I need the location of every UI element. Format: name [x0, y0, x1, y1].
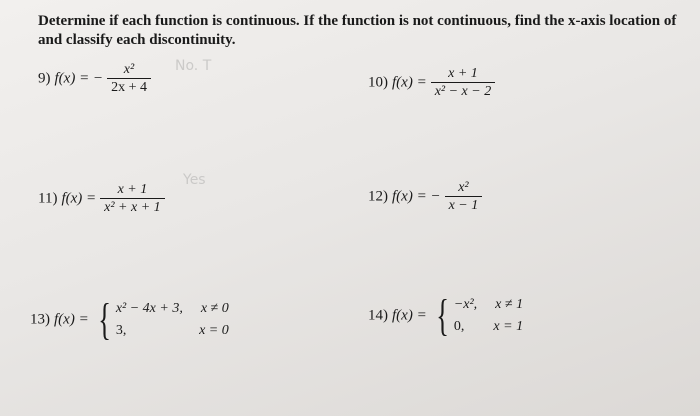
problem-14: [368, 291, 524, 340]
problem-number: 12): [368, 188, 388, 205]
case-row: [116, 298, 229, 320]
problem-9: [38, 62, 151, 96]
case-expression: x² − 4x + 3,: [115, 301, 183, 316]
case-expression: 3,: [115, 323, 127, 338]
piecewise: [431, 291, 524, 340]
brace-icon: {: [97, 295, 111, 344]
case-expression: −x²,: [453, 297, 478, 312]
problem-13: [30, 295, 229, 344]
piecewise: [93, 295, 229, 344]
problem-number: 14): [368, 307, 388, 324]
problem-number: 13): [30, 311, 50, 328]
denominator: x² + x + 1: [100, 198, 165, 216]
cases: [454, 294, 523, 338]
cases: [116, 298, 229, 342]
case-condition: x ≠ 1: [495, 297, 524, 312]
case-row: [454, 294, 523, 316]
fraction: [431, 66, 496, 100]
problem-10: [368, 66, 495, 100]
case-condition: x = 1: [493, 319, 524, 334]
fraction: [445, 180, 483, 214]
problem-11: [38, 182, 165, 216]
numerator: x + 1: [448, 66, 478, 81]
numerator: x²: [458, 180, 469, 195]
brace-icon: {: [435, 291, 449, 340]
problem-number: 10): [368, 74, 388, 91]
problem-number: 9): [38, 70, 51, 87]
problem-number: 11): [38, 190, 58, 207]
function-lhs: f(x) = −: [54, 70, 104, 87]
function-lhs: f(x) =: [392, 307, 427, 324]
function-lhs: f(x) =: [54, 311, 89, 328]
denominator: x² − x − 2: [431, 82, 496, 100]
case-expression: 0,: [453, 319, 465, 334]
function-lhs: f(x) =: [61, 190, 97, 207]
numerator: x + 1: [117, 182, 148, 197]
denominator: x − 1: [445, 196, 483, 214]
fraction: [100, 182, 165, 216]
pencil-note: Yes: [183, 172, 206, 188]
fraction: [107, 62, 151, 96]
problem-12: [368, 180, 482, 214]
case-condition: x = 0: [199, 323, 229, 338]
case-condition: x ≠ 0: [200, 301, 229, 316]
instructions: Determine if each function is continuous. If the function is not continuous, find the x-axis location of and classify each discontinuity.: [38, 13, 677, 48]
function-lhs: f(x) =: [392, 74, 427, 91]
pencil-note: No. T: [175, 58, 212, 74]
case-row: [116, 320, 229, 342]
denominator: 2x + 4: [107, 78, 151, 96]
numerator: x²: [123, 62, 135, 77]
function-lhs: f(x) = −: [392, 188, 441, 205]
case-row: [454, 316, 523, 338]
